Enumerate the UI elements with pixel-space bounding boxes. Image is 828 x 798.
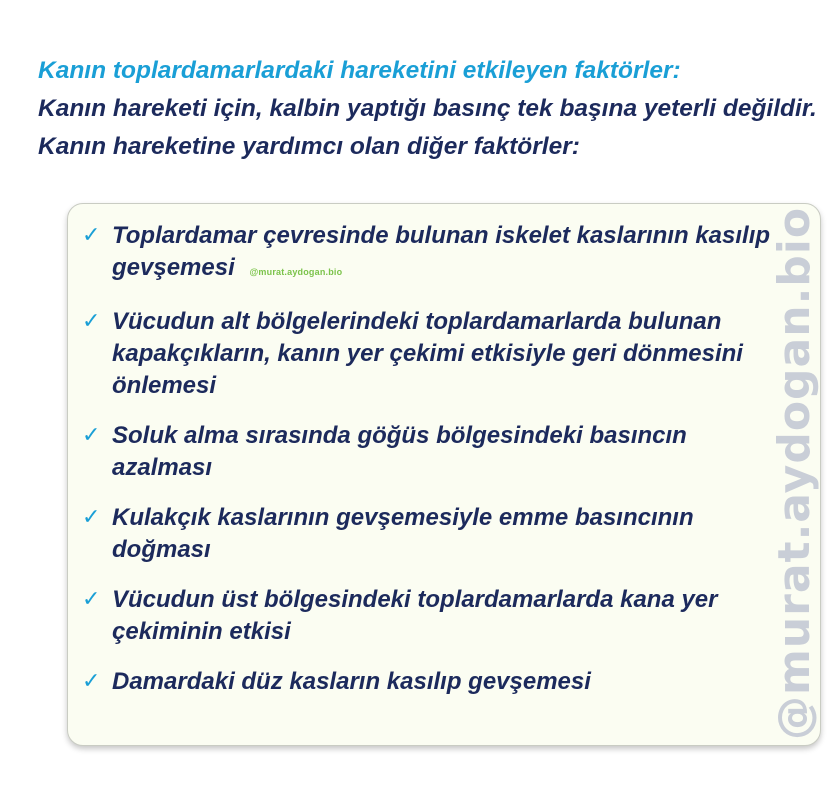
check-icon: ✓ <box>82 669 101 694</box>
list-item-text: Vücudun üst bölgesindeki toplardamarlarda kana yer çekiminin etkisi <box>112 586 718 645</box>
check-icon: ✓ <box>82 423 101 448</box>
check-icon: ✓ <box>82 309 101 334</box>
factors-list <box>82 220 782 716</box>
list-item <box>82 666 782 698</box>
intro-text: Kanın hareketi için, kalbin yaptığı basınç tek başına yeterli değildir. Kanın hareketine yardımcı olan diğer faktörler: <box>38 95 817 160</box>
list-item-text: Toplardamar çevresinde bulunan iskelet kaslarının kasılıp gevşemesi <box>112 222 771 281</box>
inline-watermark: @murat.aydogan.bio <box>249 267 343 277</box>
list-item <box>82 502 782 566</box>
factors-card <box>67 203 821 746</box>
list-item-text: Soluk alma sırasında göğüs bölgesindeki basıncın azalması <box>112 422 687 481</box>
check-icon: ✓ <box>82 587 101 612</box>
list-item <box>82 220 782 288</box>
section-title: Kanın toplardamarlardaki hareketini etkileyen faktörler: <box>38 57 681 84</box>
list-item <box>82 306 782 402</box>
list-item-text: Damardaki düz kasların kasılıp gevşemesi <box>112 668 591 695</box>
heading-block <box>38 52 818 166</box>
list-item-text: Kulakçık kaslarının gevşemesiyle emme basıncının doğması <box>112 504 694 563</box>
list-item <box>82 584 782 648</box>
check-icon: ✓ <box>82 505 101 530</box>
list-item-text: Vücudun alt bölgelerindeki toplardamarlarda bulunan kapakçıkların, kanın yer çekimi etkisiyle geri dönmesini önlemesi <box>112 308 743 399</box>
list-item <box>82 420 782 484</box>
side-watermark: @murat.aydogan.bio <box>769 206 820 740</box>
check-icon: ✓ <box>82 223 101 248</box>
